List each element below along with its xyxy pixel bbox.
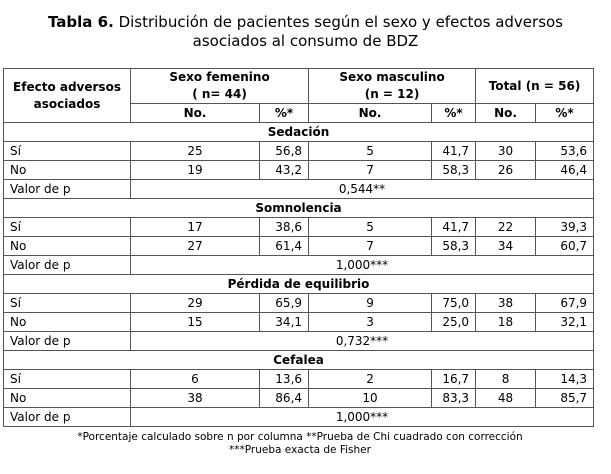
male-pct-cell: 41,7 [432, 142, 476, 161]
male-pct-cell: 25,0 [432, 313, 476, 332]
section-header: Cefalea [4, 351, 594, 370]
female-no-cell: 29 [131, 294, 260, 313]
row-label: No [4, 237, 131, 256]
title-text-2: asociados al consumo de BDZ [192, 32, 419, 50]
table-row [4, 237, 594, 256]
female-header-label: Sexo femenino [169, 70, 270, 84]
female-no-cell: 25 [131, 142, 260, 161]
female-no-cell: 19 [131, 161, 260, 180]
p-value-row [4, 256, 594, 275]
p-value-row [4, 408, 594, 427]
table-title [0, 13, 611, 53]
female-pct-cell: 34,1 [260, 313, 309, 332]
total-pct-cell: 39,3 [536, 218, 594, 237]
title-text-1: Distribución de pacientes según el sexo y efectos adversos [118, 13, 563, 31]
total-no-cell: 38 [476, 294, 536, 313]
female-pct-cell: 13,6 [260, 370, 309, 389]
male-pct-cell: 75,0 [432, 294, 476, 313]
total-no-cell: 26 [476, 161, 536, 180]
total-group-header: Total (n = 56) [476, 69, 594, 104]
total-pct-cell: 67,9 [536, 294, 594, 313]
row-label: Sí [4, 218, 131, 237]
title-line-1 [0, 13, 611, 32]
footnote-line-2: ***Prueba exacta de Fisher [229, 444, 371, 456]
male-no-cell: 5 [309, 218, 432, 237]
total-no-cell: 8 [476, 370, 536, 389]
row-label: No [4, 389, 131, 408]
female-pct-cell: 86,4 [260, 389, 309, 408]
male-no-header: No. [309, 104, 432, 123]
p-value-cell: 1,000*** [131, 256, 594, 275]
male-no-cell: 7 [309, 237, 432, 256]
female-no-cell: 17 [131, 218, 260, 237]
footnote-line-1: *Porcentaje calculado sobre n por columna **Prueba de Chi cuadrado con corrección [77, 431, 523, 443]
table-row [4, 294, 594, 313]
male-no-cell: 3 [309, 313, 432, 332]
female-no-cell: 15 [131, 313, 260, 332]
female-pct-cell: 65,9 [260, 294, 309, 313]
table-row [4, 389, 594, 408]
table-row [4, 313, 594, 332]
female-group-header [131, 69, 309, 104]
row-label: No [4, 161, 131, 180]
male-no-cell: 7 [309, 161, 432, 180]
total-pct-cell: 46,4 [536, 161, 594, 180]
total-pct-cell: 85,7 [536, 389, 594, 408]
p-value-row [4, 180, 594, 199]
row-label: No [4, 313, 131, 332]
female-no-cell: 27 [131, 237, 260, 256]
section-header: Pérdida de equilibrio [4, 275, 594, 294]
female-pct-cell: 43,2 [260, 161, 309, 180]
p-value-label: Valor de p [4, 332, 131, 351]
male-pct-cell: 58,3 [432, 237, 476, 256]
table-row [4, 370, 594, 389]
row-label: Sí [4, 294, 131, 313]
total-pct-cell: 53,6 [536, 142, 594, 161]
section-header: Sedación [4, 123, 594, 142]
male-no-cell: 10 [309, 389, 432, 408]
table-footnote [0, 431, 600, 457]
total-pct-cell: 60,7 [536, 237, 594, 256]
total-no-cell: 18 [476, 313, 536, 332]
total-no-cell: 48 [476, 389, 536, 408]
total-no-cell: 22 [476, 218, 536, 237]
table-row [4, 218, 594, 237]
male-no-cell: 5 [309, 142, 432, 161]
p-value-label: Valor de p [4, 256, 131, 275]
female-pct-cell: 61,4 [260, 237, 309, 256]
total-no-cell: 34 [476, 237, 536, 256]
male-no-cell: 9 [309, 294, 432, 313]
male-no-cell: 2 [309, 370, 432, 389]
female-pct-header: %* [260, 104, 309, 123]
title-prefix: Tabla 6. [48, 13, 114, 31]
male-header-n: (n = 12) [364, 87, 420, 101]
p-value-label: Valor de p [4, 180, 131, 199]
table-row [4, 161, 594, 180]
male-header-label: Sexo masculino [339, 70, 445, 84]
female-pct-cell: 56,8 [260, 142, 309, 161]
row-label: Sí [4, 370, 131, 389]
results-table [3, 68, 594, 427]
male-pct-cell: 41,7 [432, 218, 476, 237]
total-no-header: No. [476, 104, 536, 123]
p-value-cell: 0,732*** [131, 332, 594, 351]
total-pct-header: %* [536, 104, 594, 123]
table-row [4, 142, 594, 161]
male-group-header [309, 69, 476, 104]
male-pct-cell: 83,3 [432, 389, 476, 408]
female-no-cell: 38 [131, 389, 260, 408]
total-pct-cell: 32,1 [536, 313, 594, 332]
section-header: Somnolencia [4, 199, 594, 218]
effect-column-header: Efecto adversos asociados [4, 69, 131, 123]
p-value-cell: 0,544** [131, 180, 594, 199]
female-no-header: No. [131, 104, 260, 123]
female-header-n: ( n= 44) [192, 87, 247, 101]
row-label: Sí [4, 142, 131, 161]
total-no-cell: 30 [476, 142, 536, 161]
male-pct-header: %* [432, 104, 476, 123]
p-value-label: Valor de p [4, 408, 131, 427]
female-pct-cell: 38,6 [260, 218, 309, 237]
male-pct-cell: 16,7 [432, 370, 476, 389]
p-value-row [4, 332, 594, 351]
male-pct-cell: 58,3 [432, 161, 476, 180]
female-no-cell: 6 [131, 370, 260, 389]
p-value-cell: 1,000*** [131, 408, 594, 427]
total-pct-cell: 14,3 [536, 370, 594, 389]
